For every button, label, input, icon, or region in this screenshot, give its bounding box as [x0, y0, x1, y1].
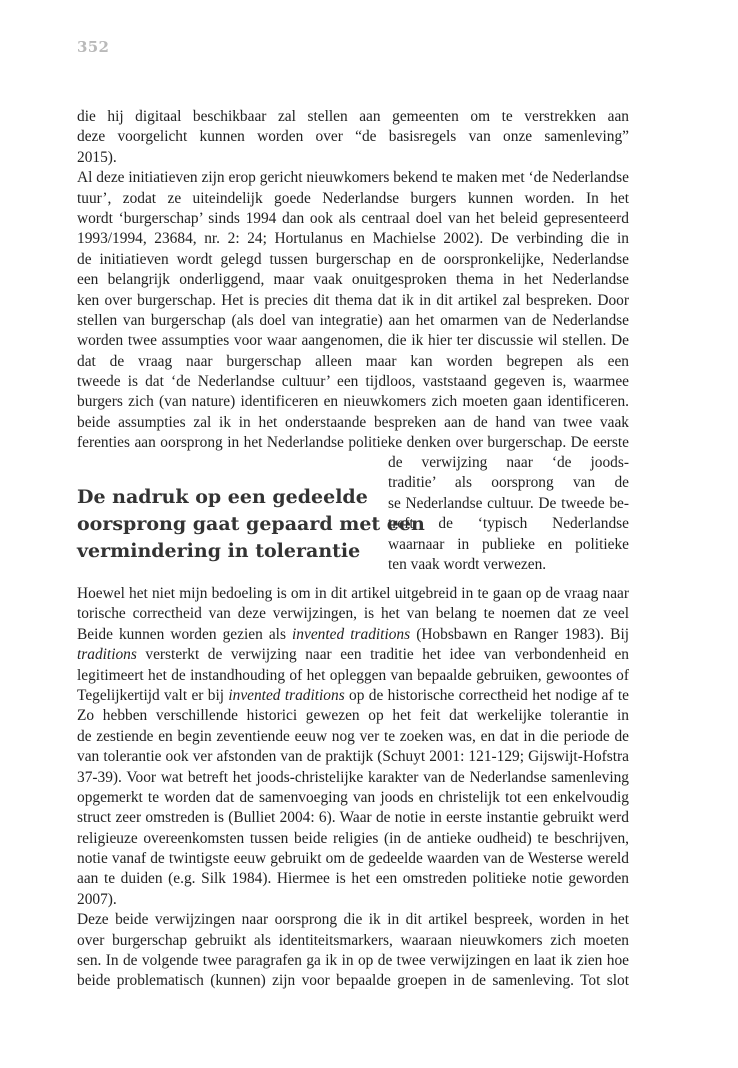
- text-line: ferenties aan oorsprong in het Nederlandse politieke denken over burgerschap. De eerste: [77, 434, 629, 452]
- text-line: struct zeer omstreden is (Bulliet 2004: 6). Waar de notie in eerste instantie gebruikt werd: [77, 809, 629, 827]
- text-line: worden twee assumpties voor waar aangenomen, die ik hier ter discussie wil stellen. De: [77, 332, 629, 350]
- text-line: Beide kunnen worden gezien als invented traditions (Hobsbawn en Ranger 1983). Bij: [77, 625, 629, 643]
- text-line: ten vaak wordt verwezen.: [388, 555, 547, 573]
- text-line: opgemerkt te worden dat de samenvoeging van joods en christelijk tot een enkelvoudig: [77, 788, 629, 806]
- text-line: beide assumpties zal ik in het onderstaande bespreken aan de hand van twee vaak: [77, 413, 629, 431]
- text-line: die hij digitaal beschikbaar zal stellen aan gemeenten om te verstrekken aan: [77, 108, 629, 125]
- text-line: stellen van burgerschap (als doel van integratie) aan het omarmen van de Nederlandse: [77, 311, 629, 329]
- text-line: wordt ‘burgerschap’ sinds 1994 dan ook als centraal doel van het beleid gepresenteerd: [77, 209, 629, 227]
- text-line: deze voorgelicht kunnen worden over “de basisregels van onze samenleving”: [77, 128, 629, 146]
- text-line: 1993/1994, 23684, nr. 2: 24; Hortulanus en Machielse 2002). De verbinding die in: [77, 230, 629, 248]
- text-line: aan te duiden (e.g. Silk 1984). Hiermee is het een omstreden politieke notie geworden: [77, 870, 629, 888]
- text-line: dat de vraag naar burgerschap alleen maar kan worden begrepen als een: [77, 352, 629, 370]
- section-heading-line: De nadruk op een gedeelde: [77, 486, 368, 508]
- text-line: notie vanaf de twintigste eeuw gebruikt om de gedeelde waarden van de Westerse wereld: [77, 850, 629, 868]
- text-line: waarnaar in publieke en politieke: [388, 535, 629, 553]
- text-line: burgers zich (van nature) identificeren en nieuwkomers zich moeten gaan identificeren.: [77, 393, 629, 411]
- text-line: traditie’ als oorsprong van de: [388, 474, 629, 492]
- text-line: se Nederlandse cultuur. De tweede be-: [388, 494, 629, 512]
- text-line: sen. In de volgende twee paragrafen ga ik in op de twee verwijzingen en laat ik zien hoe: [77, 952, 629, 970]
- text-line: 2007).: [77, 890, 117, 908]
- text-line: 37-39). Voor wat betreft het joods-christelijke karakter van de Nederlandse samenleving: [77, 768, 629, 786]
- text-line: ken over burgerschap. Het is precies dit thema dat ik in dit artikel zal bespreken. Door: [77, 291, 629, 309]
- text-line: treft de ‘typisch Nederlandse: [388, 515, 629, 533]
- text-line: Tegelijkertijd valt er bij invented traditions op de historische correctheid het nodige af te: [77, 686, 629, 704]
- text-line: 2015).: [77, 148, 117, 166]
- text-line: beide problematisch (kunnen) zijn voor bepaalde groepen in de samenleving. Tot slot: [77, 972, 629, 990]
- text-line: traditions versterkt de verwijzing naar een traditie het idee van verbondenheid en: [77, 646, 629, 664]
- text-line: Al deze initiatieven zijn erop gericht nieuwkomers bekend te maken met ‘de Nederlandse: [77, 169, 629, 187]
- section-heading-line: vermindering in tolerantie: [77, 540, 361, 562]
- text-line: van tolerantie ook ver afstonden van de praktijk (Schuyt 2001: 121-129; Gijswijt-Hofstra: [77, 748, 629, 766]
- section-heading-line: oorsprong gaat gepaard met een: [77, 513, 425, 535]
- body-text-intro: [77, 107, 629, 454]
- text-line: legitimeert het de instandhouding of het opleggen van bepaalde gebruiken, gewoontes of: [77, 666, 629, 684]
- text-line: tuur’, zodat ze uiteindelijk goede Nederlandse burgers kunnen worden. In het: [77, 189, 629, 207]
- text-line: Hoewel het niet mijn bedoeling is om in dit artikel uitgebreid in te gaan op de vraag naar: [77, 585, 629, 602]
- section-heading: [77, 484, 425, 565]
- text-line: de initiatieven wordt gelegd tussen burgerschap en de oorspronkelijke, Nederlandse: [77, 250, 629, 268]
- text-line: tweede is dat ‘de Nederlandse cultuur’ een tijdloos, vaststaand gegeven is, waarmee: [77, 373, 629, 391]
- text-line: een belangrijk onderliggend, maar vaak onuitgesproken thema in het Nederlandse: [77, 271, 629, 289]
- text-line: de zestiende en begin zeventiende eeuw nog ver te zoeken was, en dat in die periode de: [77, 727, 629, 745]
- page-number: 352: [77, 38, 110, 56]
- text-line: religieuze overeenkomsten tussen beide religies (in de antieke oudheid) te beschrijven,: [77, 829, 629, 847]
- text-line: over burgerschap gebruikt als identiteitsmarkers, waaraan nieuwkomers zich moeten: [77, 931, 629, 949]
- text-line: Deze beide verwijzingen naar oorsprong die ik in dit artikel bespreek, worden in het: [77, 911, 629, 929]
- text-line: torische correctheid van deze verwijzingen, is het van belang te noemen dat ze veel: [77, 605, 629, 623]
- text-line: de verwijzing naar ‘de joods-: [388, 454, 629, 471]
- body-text-main: [77, 584, 629, 992]
- text-line: Zo hebben verschillende historici gewezen op het feit dat werkelijke tolerantie in: [77, 707, 629, 725]
